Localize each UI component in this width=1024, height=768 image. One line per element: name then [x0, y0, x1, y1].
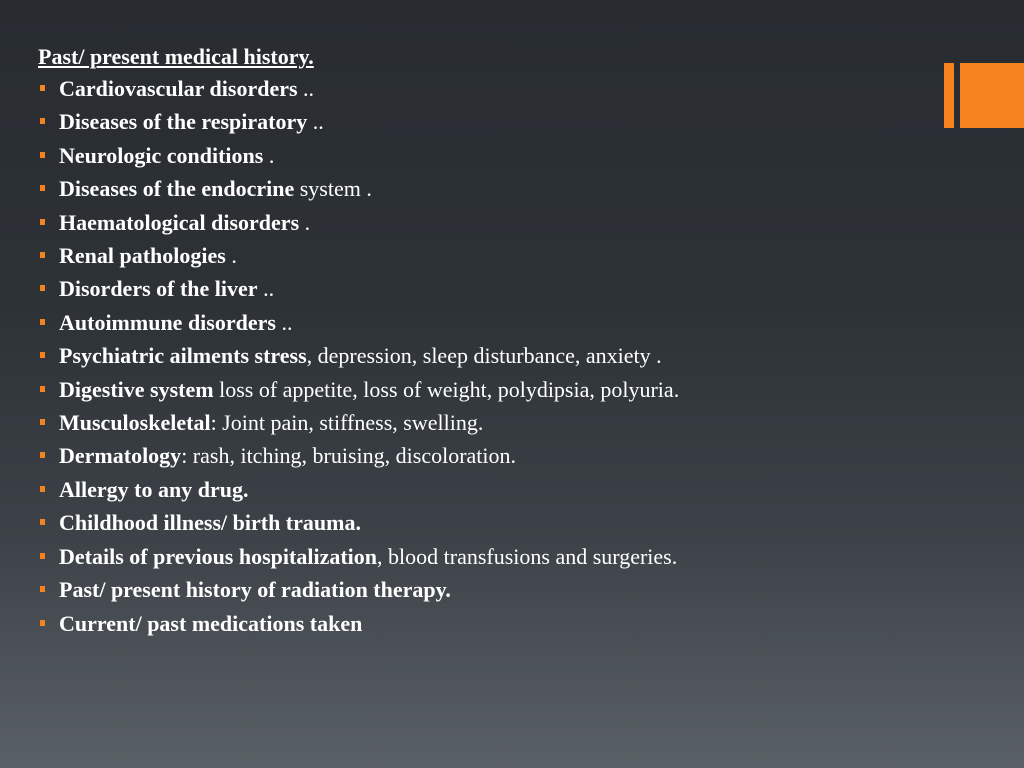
item-regular-text: .: [225, 243, 237, 269]
list-item: [38, 72, 918, 105]
square-bullet-icon: [40, 620, 45, 626]
list-item: [38, 473, 918, 506]
item-bold-text: Autoimmune disorders: [59, 309, 276, 335]
square-bullet-icon: [40, 452, 45, 458]
item-regular-text: ..: [307, 109, 324, 135]
square-bullet-icon: [40, 352, 45, 358]
list-item: [38, 306, 918, 339]
list-item: [38, 339, 918, 372]
square-bullet-icon: [40, 85, 45, 91]
list-item: [38, 573, 918, 606]
list-item: [38, 406, 918, 439]
item-bold-text: Musculoskeletal: [59, 410, 211, 436]
square-bullet-icon: [40, 419, 45, 425]
item-bold-text: Childhood illness/ birth trauma.: [59, 510, 361, 536]
item-bold-text: Past/ present history of radiation therapy.: [59, 577, 451, 603]
item-regular-text: .: [299, 209, 311, 235]
item-regular-text: loss of appetite, loss of weight, polydipsia, polyuria.: [213, 376, 680, 402]
item-bold-text: Details of previous hospitalization: [59, 543, 378, 569]
square-bullet-icon: [40, 219, 45, 225]
list-item: [38, 105, 918, 138]
list-item: [38, 607, 918, 640]
item-bold-text: Neurologic conditions: [59, 142, 264, 168]
accent-bar-wide: [960, 63, 1024, 128]
square-bullet-icon: [40, 486, 45, 492]
list-item: [38, 272, 918, 305]
item-bold-text: Digestive system: [59, 376, 214, 402]
square-bullet-icon: [40, 252, 45, 258]
accent-bar-thin: [944, 63, 954, 128]
square-bullet-icon: [40, 152, 45, 158]
square-bullet-icon: [40, 319, 45, 325]
list-item: [38, 439, 918, 472]
item-bold-text: Haematological disorders: [59, 209, 300, 235]
list-item: [38, 139, 918, 172]
square-bullet-icon: [40, 285, 45, 291]
item-bold-text: Cardiovascular disorders: [59, 76, 298, 101]
square-bullet-icon: [40, 553, 45, 559]
item-bold-text: Disorders of the liver: [59, 276, 258, 302]
item-bold-text: Psychiatric ailments stress: [59, 343, 307, 369]
square-bullet-icon: [40, 586, 45, 592]
item-regular-text: : rash, itching, bruising, discoloration.: [181, 443, 517, 469]
list-item: [38, 239, 918, 272]
square-bullet-icon: [40, 519, 45, 525]
item-bold-text: Allergy to any drug.: [59, 476, 249, 502]
list-item: [38, 206, 918, 239]
item-regular-text: ..: [275, 309, 293, 335]
history-list: [38, 72, 918, 640]
list-item: [38, 172, 918, 205]
item-regular-text: ..: [297, 76, 315, 101]
square-bullet-icon: [40, 386, 45, 392]
item-regular-text: system .: [294, 176, 372, 202]
item-bold-text: Renal pathologies: [59, 243, 226, 269]
item-regular-text: ..: [257, 276, 275, 302]
item-regular-text: , depression, sleep disturbance, anxiety .: [306, 343, 662, 369]
item-regular-text: .: [263, 142, 275, 168]
item-regular-text: : Joint pain, stiffness, swelling.: [210, 410, 484, 436]
square-bullet-icon: [40, 118, 45, 124]
square-bullet-icon: [40, 185, 45, 191]
list-item: [38, 540, 918, 573]
slide-accent-mark: [944, 63, 1024, 128]
slide-content: [38, 42, 918, 640]
item-bold-text: Diseases of the endocrine: [59, 176, 295, 202]
list-item: [38, 373, 918, 406]
item-bold-text: Dermatology: [59, 443, 182, 469]
item-regular-text: , blood transfusions and surgeries.: [377, 543, 678, 569]
item-bold-text: Diseases of the respiratory: [59, 109, 308, 135]
list-item: [38, 506, 918, 539]
item-bold-text: Current/ past medications taken: [59, 610, 363, 636]
slide-heading: Past/ present medical history.: [38, 44, 314, 69]
